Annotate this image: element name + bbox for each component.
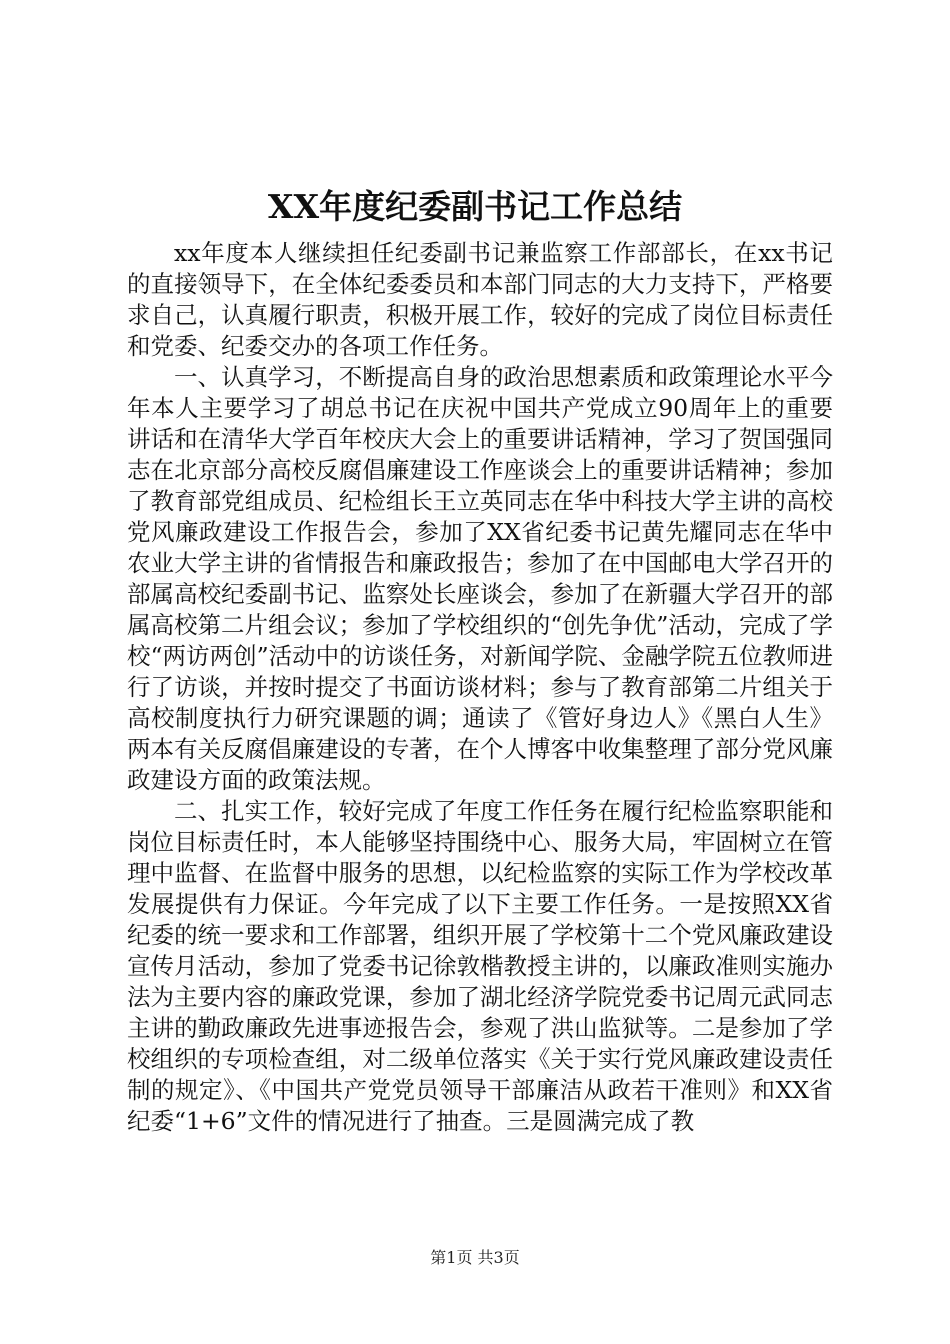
intro-paragraph: xx年度本人继续担任纪委副书记兼监察工作部部长，在xx书记的直接领导下，在全体纪委委员和本部门同志的大力支持下，严格要求自己，认真履行职责，积极开展工作，较好的完成了岗位目标责任和党委、纪委交办的各项工作任务。 <box>127 239 833 360</box>
document-body <box>127 238 833 1137</box>
document-title: XX年度纪委副书记工作总结 <box>267 187 683 226</box>
page-footer: 第1页 共3页 <box>430 1248 520 1267</box>
section-two-paragraph: 二、扎实工作，较好完成了年度工作任务在履行纪检监察职能和岗位目标责任时，本人能够坚持围绕中心、服务大局，牢固树立在管理中监督、在监督中服务的思想，以纪检监察的实际工作为学校改革发展提供有力保证。今年完成了以下主要工作任务。一是按照XX省纪委的统一要求和工作部署，组织开展了学校第十二个党风廉政建设宣传月活动，参加了党委书记徐敦楷教授主讲的，以廉政准则实施办法为主要内容的廉政党课，参加了湖北经济学院党委书记周元武同志主讲的勤政廉政先进事迹报告会，参观了洪山监狱等。二是参加了学校组织的专项检查组，对二级单位落实《关于实行党风廉政建设责任制的规定》、《中国共产党党员领导干部廉洁从政若干准则》和XX省纪委“1+6”文件的情况进行了抽查。三是圆满完成了教 <box>127 797 833 1135</box>
section-one-paragraph: 一、认真学习，不断提高自身的政治思想素质和政策理论水平今年本人主要学习了胡总书记在庆祝中国共产党成立90周年上的重要讲话和在清华大学百年校庆大会上的重要讲话精神，学习了贺国强同志在北京部分高校反腐倡廉建设工作座谈会上的重要讲话精神；参加了教育部党组成员、纪检组长王立英同志在华中科技大学主讲的高校党风廉政建设工作报告会，参加了XX省纪委书记黄先耀同志在华中农业大学主讲的省情报告和廉政报告；参加了在中国邮电大学召开的部属高校纪委副书记、监察处长座谈会，参加了在新疆大学召开的部属高校第二片组会议；参加了学校组织的“创先争优”活动，完成了学校“两访两创”活动中的访谈任务，对新闻学院、金融学院五位教师进行了访谈，并按时提交了书面访谈材料；参与了教育部第二片组关于高校制度执行力研究课题的调；通读了《管好身边人》《黑白人生》两本有关反腐倡廉建设的专著，在个人博客中收集整理了部分党风廉政建设方面的政策法规。 <box>127 363 833 794</box>
